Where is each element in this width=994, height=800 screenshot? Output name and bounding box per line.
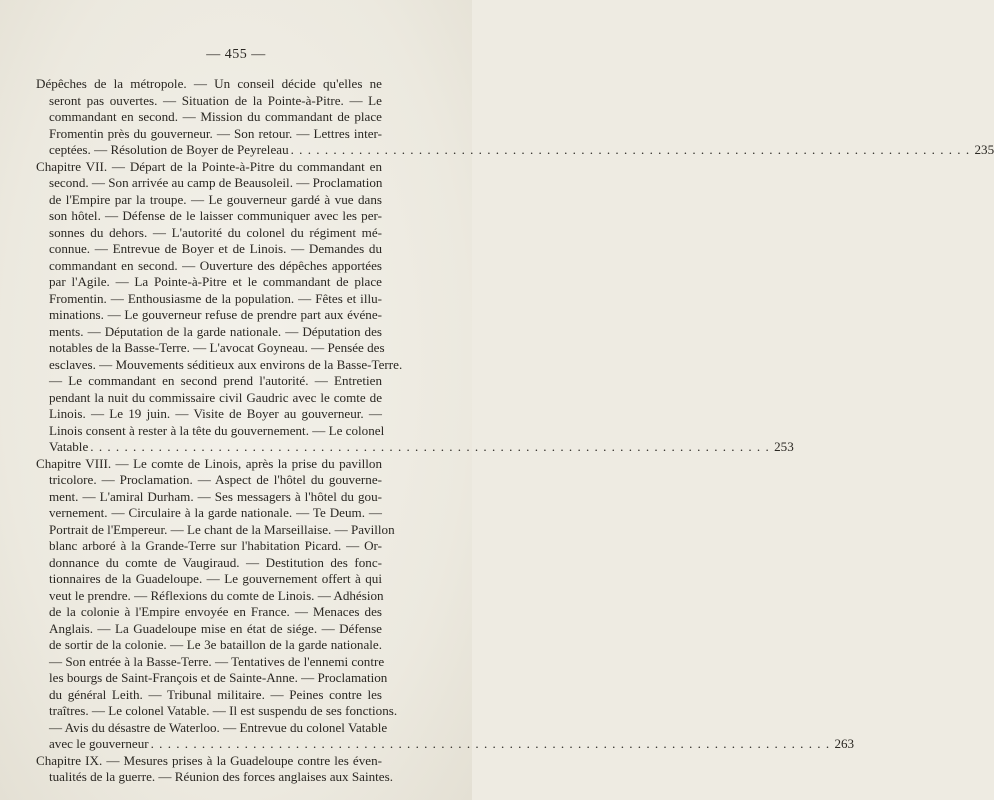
toc-line xyxy=(49,175,440,192)
toc-line xyxy=(49,604,440,621)
toc-line-text: sonnes du dehors. — L'autorité du colonel du régiment mé- xyxy=(49,224,382,240)
toc-line-text: avec le gouverneur xyxy=(49,736,149,751)
toc-line-text: de sortir de la colonie. — Le 3e bataillon de la garde nationale. xyxy=(49,637,382,652)
toc-line-text: connue. — Entrevue de Boyer et de Linois. — Demandes du xyxy=(49,241,382,256)
toc-line xyxy=(49,390,440,407)
leader-dots: . . . . . . . . . . . . . . . . . . . . . . . . . . . . . . . . . . . . . . . . . . . . . . . . . . . . . . . . . . . . . . . . . . . . . . . . . . . . . . . . xyxy=(150,736,831,751)
toc-line-text: vernement. — Circulaire à la garde nationale. — Te Deum. — xyxy=(49,505,382,520)
toc-line xyxy=(36,76,440,93)
leader-dots: . . . . . . . . . . . . . . . . . . . . . . . . . . . . . . . . . . . . . . . . . . . . . . . . . . . . . . . . . . . . . . . . . . . . . . . . . . . . . . . . xyxy=(90,439,770,454)
toc-page-number: 253 xyxy=(774,439,794,454)
toc-line xyxy=(49,406,440,423)
toc-line xyxy=(49,769,440,786)
toc-line-text: Chapitre VII. — Départ de la Pointe-à-Pitre du commandant en xyxy=(36,158,382,174)
toc-page-number: 263 xyxy=(834,736,855,751)
toc-line xyxy=(49,736,855,753)
toc-line-text: Portrait de l'Empereur. — Le chant de la Marseillaise. — Pavillon xyxy=(49,521,395,537)
toc-line xyxy=(49,489,440,506)
toc-line-text: Fromentin près du gouverneur. — Son retour. — Lettres inter- xyxy=(49,125,382,141)
toc-line-text: traîtres. — Le colonel Vatable. — Il est suspendu de ses fonctions. xyxy=(49,703,398,718)
toc-page-number: 235 xyxy=(974,142,994,157)
toc-line xyxy=(49,241,440,258)
toc-line-text: du général Leith. — Tribunal militaire. — Peines contre les xyxy=(49,686,382,702)
toc-line-text: Chapitre IX. — Mesures prises à la Guadeloupe contre les éven- xyxy=(36,752,382,768)
toc-line xyxy=(49,637,440,654)
toc-line xyxy=(49,703,440,720)
toc-line xyxy=(49,654,440,671)
toc-line xyxy=(49,439,794,456)
toc-line-text: ceptées. — Résolution de Boyer de Peyreleau xyxy=(49,142,289,157)
toc-line xyxy=(49,423,440,440)
toc-line xyxy=(49,192,440,209)
toc-line-text: minations. — Le gouverneur refuse de prendre part aux événe- xyxy=(49,307,382,322)
toc-line-text: les bourgs de Saint-François et de Sainte-Anne. — Proclamation xyxy=(49,670,388,685)
toc-line xyxy=(49,340,440,357)
toc-line xyxy=(36,159,440,176)
toc-line-text: ment. — L'amiral Durham. — Ses messagers à l'hôtel du gou- xyxy=(49,488,382,504)
toc-line-text: de la colonie à l'Empire envoyée en France. — Menaces des xyxy=(49,604,382,619)
toc-line-text: tricolore. — Proclamation. — Aspect de l'hôtel du gouverne- xyxy=(49,472,382,487)
toc-line-text: esclaves. — Mouvements séditieux aux environs de la Basse-Terre. xyxy=(49,356,403,372)
toc-line xyxy=(49,687,440,704)
toc-line-text: — Son entrée à la Basse-Terre. — Tentatives de l'ennemi contre xyxy=(49,653,385,669)
toc-line-text: donnance du comte de Vaugiraud. — Destitution des fonc- xyxy=(49,554,382,570)
toc-line xyxy=(49,324,440,341)
toc-line-text: de l'Empire par la troupe. — Le gouverneur gardé à vue dans xyxy=(49,191,382,207)
toc-line-text: Chapitre VIII. — Le comte de Linois, après la prise du pavillon xyxy=(36,455,382,471)
toc-line-text: ments. — Députation de la garde nationale. — Députation des xyxy=(49,323,382,339)
toc-line xyxy=(49,225,440,242)
toc-entry xyxy=(36,76,994,159)
toc-line-text: tionnaires de la Guadeloupe. — Le gouvernement offert à qui xyxy=(49,571,382,586)
toc-line xyxy=(49,505,440,522)
toc-line xyxy=(49,93,440,110)
toc-line-text: tualités de la guerre. — Réunion des forces anglaises aux Saintes. xyxy=(49,769,393,784)
toc-line-text: — Le commandant en second prend l'autorité. — Entretien xyxy=(49,373,382,388)
toc-line-text: blanc arboré à la Grande-Terre sur l'habitation Picard. — Or- xyxy=(49,538,382,553)
page-number: — 455 — xyxy=(206,47,266,62)
toc-line xyxy=(49,538,440,555)
toc-line-text: notables de la Basse-Terre. — L'avocat Goyneau. — Pensée des xyxy=(49,340,385,355)
toc-line xyxy=(49,109,440,126)
toc-line xyxy=(49,588,440,605)
toc-line xyxy=(49,126,440,143)
toc-line-text: second. — Son arrivée au camp de Beausoleil. — Proclamation xyxy=(49,175,383,190)
toc-line-text: — Avis du désastre de Waterloo. — Entrevue du colonel Vatable xyxy=(49,719,388,735)
toc-line xyxy=(49,373,440,390)
toc-line xyxy=(49,571,440,588)
toc-line xyxy=(49,555,440,572)
toc-line xyxy=(49,720,440,737)
toc-entry xyxy=(36,158,794,456)
toc-line-text: commandant en second. — Ouverture des dépêches apportées xyxy=(49,257,382,273)
toc-line xyxy=(36,753,440,770)
toc-entry xyxy=(36,455,855,753)
toc-line xyxy=(49,670,440,687)
toc-line-text: commandant en second. — Mission du commandant de place xyxy=(49,109,382,124)
table-of-contents xyxy=(36,76,994,786)
toc-line xyxy=(49,621,440,638)
toc-line xyxy=(49,522,440,539)
toc-line-text: pendant la nuit du commissaire civil Gaudric avec le comte de xyxy=(49,389,382,405)
toc-line xyxy=(49,307,440,324)
toc-line xyxy=(49,357,440,374)
toc-line-text: Linois consent à rester à la tête du gouvernement. — Le colonel xyxy=(49,422,385,438)
toc-line-text: Linois. — Le 19 juin. — Visite de Boyer au gouverneur. — xyxy=(49,406,382,421)
toc-line xyxy=(49,142,994,159)
toc-line-text: Dépêches de la métropole. — Un conseil décide qu'elles ne xyxy=(36,76,382,91)
toc-line-text: Vatable xyxy=(49,439,89,454)
toc-line xyxy=(49,208,440,225)
toc-line-text: seront pas ouvertes. — Situation de la Pointe-à-Pitre. — Le xyxy=(49,92,382,108)
toc-line-text: Anglais. — La Guadeloupe mise en état de siége. — Défense xyxy=(49,620,382,636)
toc-line xyxy=(49,258,440,275)
toc-line xyxy=(49,274,440,291)
toc-line-text: son hôtel. — Défense de le laisser communiquer avec les per- xyxy=(49,208,382,223)
toc-line xyxy=(36,456,440,473)
toc-line-text: veut le prendre. — Réflexions du comte de Linois. — Adhésion xyxy=(49,587,384,603)
toc-line-text: par l'Agile. — La Pointe-à-Pitre et le commandant de place xyxy=(49,274,382,289)
toc-line-text: Fromentin. — Enthousiasme de la population. — Fêtes et illu- xyxy=(49,290,382,306)
toc-line xyxy=(49,472,440,489)
toc-line xyxy=(49,291,440,308)
toc-entry xyxy=(36,753,440,786)
leader-dots: . . . . . . . . . . . . . . . . . . . . . . . . . . . . . . . . . . . . . . . . . . . . . . . . . . . . . . . . . . . . . . . . . . . . . . . . . . . . . . . . xyxy=(290,142,971,157)
